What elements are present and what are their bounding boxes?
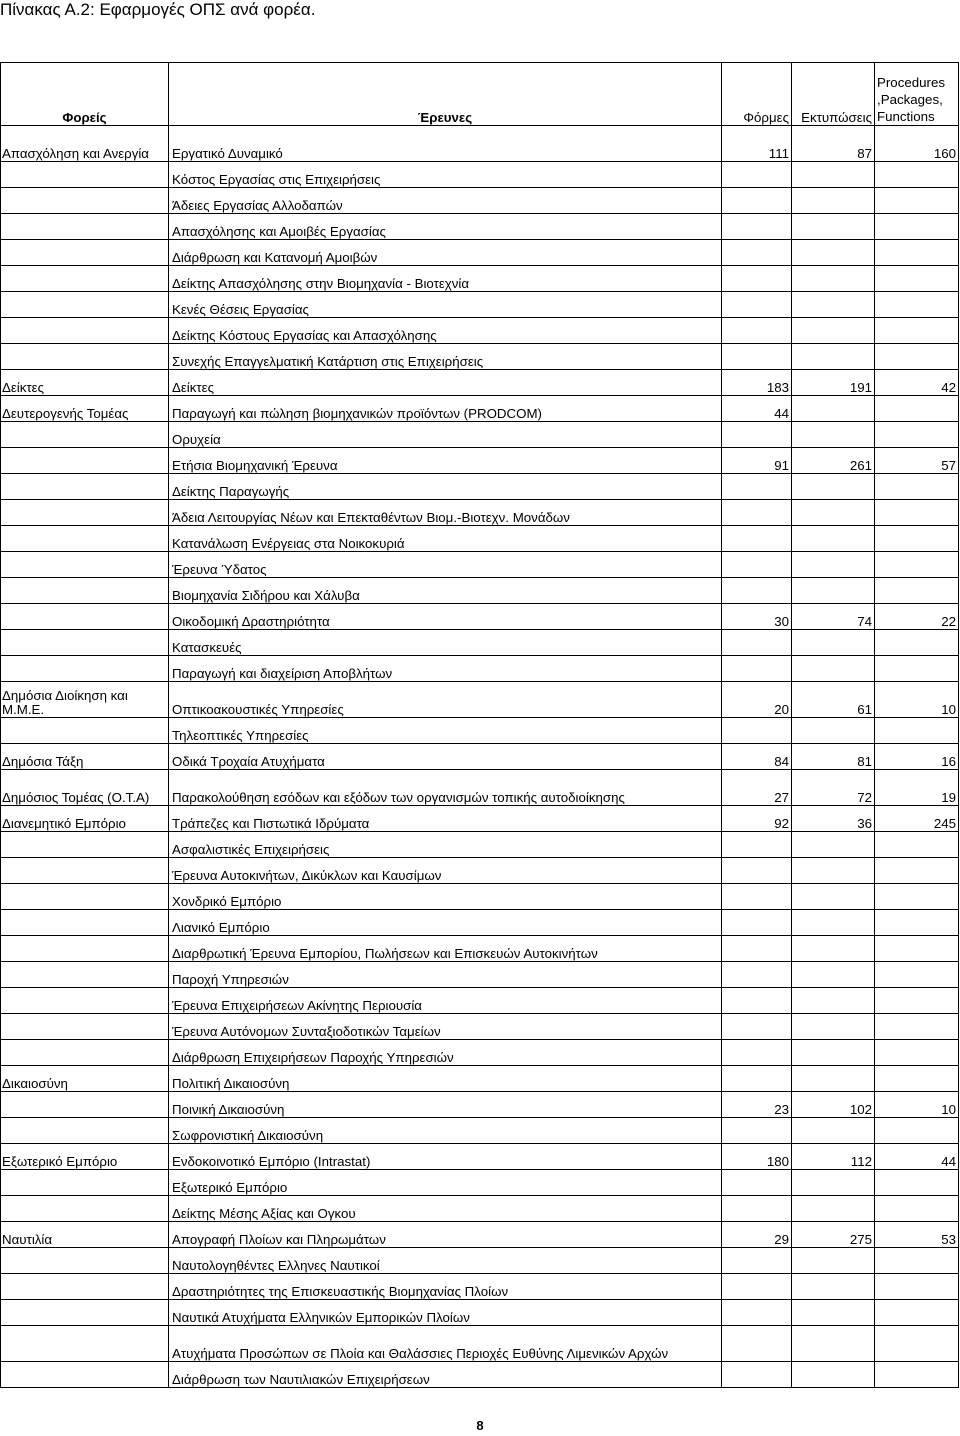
procedures-cell	[875, 188, 959, 214]
org-cell	[1, 318, 169, 344]
table-row	[1, 910, 959, 936]
org-cell	[1, 162, 169, 188]
prints-cell	[792, 526, 875, 552]
forms-cell	[722, 910, 792, 936]
forms-cell: 30	[722, 604, 792, 630]
org-cell: Δημόσια Διοίκηση και Μ.Μ.Ε.	[1, 682, 169, 718]
table-row	[1, 1092, 959, 1118]
table-row	[1, 1014, 959, 1040]
table-row	[1, 422, 959, 448]
procedures-cell	[875, 1014, 959, 1040]
table-row	[1, 1196, 959, 1222]
forms-cell: 44	[722, 396, 792, 422]
forms-cell	[722, 344, 792, 370]
forms-cell	[722, 656, 792, 682]
procedures-cell: 53	[875, 1222, 959, 1248]
prints-cell	[792, 1362, 875, 1388]
forms-cell	[722, 240, 792, 266]
forms-cell	[722, 1326, 792, 1362]
prints-cell: 87	[792, 126, 875, 162]
table-row	[1, 292, 959, 318]
forms-cell	[722, 292, 792, 318]
org-cell	[1, 1118, 169, 1144]
forms-cell	[722, 1196, 792, 1222]
procedures-cell: 44	[875, 1144, 959, 1170]
procedures-cell: 42	[875, 370, 959, 396]
forms-cell: 20	[722, 682, 792, 718]
table-row	[1, 1118, 959, 1144]
prints-cell	[792, 1326, 875, 1362]
table-row	[1, 770, 959, 806]
table-row	[1, 1362, 959, 1388]
prints-cell	[792, 1118, 875, 1144]
procedures-cell	[875, 630, 959, 656]
prints-cell	[792, 1300, 875, 1326]
procedures-cell	[875, 1066, 959, 1092]
org-cell	[1, 266, 169, 292]
table-row	[1, 266, 959, 292]
prints-cell	[792, 240, 875, 266]
forms-cell: 29	[722, 1222, 792, 1248]
survey-cell: Οικοδομική Δραστηριότητα	[169, 604, 722, 630]
applications-table	[0, 62, 959, 1388]
forms-cell: 23	[722, 1092, 792, 1118]
procedures-cell	[875, 936, 959, 962]
org-cell	[1, 292, 169, 318]
table-row	[1, 500, 959, 526]
survey-cell: Οδικά Τροχαία Ατυχήματα	[169, 744, 722, 770]
procedures-cell	[875, 1040, 959, 1066]
table-row	[1, 962, 959, 988]
procedures-cell	[875, 656, 959, 682]
procedures-cell	[875, 266, 959, 292]
org-cell	[1, 1040, 169, 1066]
org-cell: Δείκτες	[1, 370, 169, 396]
org-cell: Δημόσιος Τομέας (Ο.Τ.Α)	[1, 770, 169, 806]
survey-cell: Διάρθρωση των Ναυτιλιακών Επιχειρήσεων	[169, 1362, 722, 1388]
table-row	[1, 1144, 959, 1170]
table-row	[1, 1248, 959, 1274]
table-row	[1, 1170, 959, 1196]
table-row	[1, 682, 959, 718]
table-row	[1, 1222, 959, 1248]
table-row	[1, 884, 959, 910]
procedures-cell	[875, 240, 959, 266]
survey-cell: Ποινική Δικαιοσύνη	[169, 1092, 722, 1118]
survey-cell: Ενδοκοινοτικό Εμπόριο (Intrastat)	[169, 1144, 722, 1170]
org-cell	[1, 910, 169, 936]
prints-cell	[792, 214, 875, 240]
forms-cell	[722, 832, 792, 858]
forms-cell	[722, 162, 792, 188]
forms-cell	[722, 988, 792, 1014]
forms-cell	[722, 1118, 792, 1144]
prints-cell	[792, 884, 875, 910]
survey-cell: Παραγωγή και διαχείριση Αποβλήτων	[169, 656, 722, 682]
forms-cell	[722, 318, 792, 344]
survey-cell: Εργατικό Δυναμικό	[169, 126, 722, 162]
survey-cell: Έρευνα Αυτοκινήτων, Δικύκλων και Καυσίμων	[169, 858, 722, 884]
org-cell: Απασχόληση και Ανεργία	[1, 126, 169, 162]
prints-cell	[792, 318, 875, 344]
procedures-cell	[875, 988, 959, 1014]
procedures-cell	[875, 1300, 959, 1326]
forms-cell	[722, 266, 792, 292]
survey-cell: Ασφαλιστικές Επιχειρήσεις	[169, 832, 722, 858]
procedures-cell	[875, 962, 959, 988]
prints-cell: 36	[792, 806, 875, 832]
procedures-cell	[875, 1248, 959, 1274]
survey-cell: Έρευνα Αυτόνομων Συνταξιοδοτικών Ταμείων	[169, 1014, 722, 1040]
prints-cell: 81	[792, 744, 875, 770]
survey-cell: Λιανικό Εμπόριο	[169, 910, 722, 936]
prints-cell	[792, 1014, 875, 1040]
survey-cell: Δείκτης Κόστους Εργασίας και Απασχόλησης	[169, 318, 722, 344]
prints-cell: 102	[792, 1092, 875, 1118]
table-row	[1, 1274, 959, 1300]
prints-cell: 112	[792, 1144, 875, 1170]
table-row	[1, 318, 959, 344]
survey-cell: Σωφρονιστική Δικαιοσύνη	[169, 1118, 722, 1144]
table-row	[1, 988, 959, 1014]
procedures-cell	[875, 1170, 959, 1196]
prints-cell	[792, 162, 875, 188]
table-row	[1, 744, 959, 770]
survey-cell: Δείκτες	[169, 370, 722, 396]
survey-cell: Παρακολούθηση εσόδων και εξόδων των οργανισμών τοπικής αυτοδιοίκησης	[169, 770, 722, 806]
procedures-cell	[875, 396, 959, 422]
org-cell	[1, 578, 169, 604]
table-row	[1, 240, 959, 266]
table-row	[1, 188, 959, 214]
org-cell	[1, 718, 169, 744]
header-org: Φορείς	[1, 63, 169, 126]
org-cell	[1, 1092, 169, 1118]
procedures-cell	[875, 858, 959, 884]
table-row	[1, 1300, 959, 1326]
survey-cell: Ναυτικά Ατυχήματα Ελληνικών Εμπορικών Πλοίων	[169, 1300, 722, 1326]
table-row	[1, 162, 959, 188]
survey-cell: Άδεια Λειτουργίας Νέων και Επεκταθέντων Βιομ.-Βιοτεχν. Μονάδων	[169, 500, 722, 526]
prints-cell	[792, 474, 875, 500]
procedures-cell	[875, 292, 959, 318]
org-cell	[1, 1274, 169, 1300]
org-cell	[1, 448, 169, 474]
table-row	[1, 1040, 959, 1066]
table-row	[1, 126, 959, 162]
prints-cell	[792, 718, 875, 744]
forms-cell	[722, 718, 792, 744]
table-row	[1, 936, 959, 962]
prints-cell	[792, 292, 875, 318]
org-cell: Δημόσια Τάξη	[1, 744, 169, 770]
prints-cell	[792, 396, 875, 422]
prints-cell: 61	[792, 682, 875, 718]
org-cell	[1, 344, 169, 370]
org-cell	[1, 552, 169, 578]
procedures-cell	[875, 1274, 959, 1300]
forms-cell: 111	[722, 126, 792, 162]
survey-cell: Συνεχής Επαγγελματική Κατάρτιση στις Επιχειρήσεις	[169, 344, 722, 370]
survey-cell: Κενές Θέσεις Εργασίας	[169, 292, 722, 318]
procedures-cell	[875, 1118, 959, 1144]
org-cell	[1, 1014, 169, 1040]
survey-cell: Δραστηριότητες της Επισκευαστικής Βιομηχανίας Πλοίων	[169, 1274, 722, 1300]
forms-cell	[722, 552, 792, 578]
procedures-cell	[875, 552, 959, 578]
survey-cell: Άδειες Εργασίας Αλλοδαπών	[169, 188, 722, 214]
forms-cell	[722, 188, 792, 214]
procedures-cell	[875, 1326, 959, 1362]
table-row	[1, 858, 959, 884]
org-cell: Δευτερογενής Τομέας	[1, 396, 169, 422]
prints-cell	[792, 1170, 875, 1196]
prints-cell: 275	[792, 1222, 875, 1248]
forms-cell	[722, 214, 792, 240]
header-prints: Εκτυπώσεις	[792, 63, 875, 126]
procedures-cell	[875, 500, 959, 526]
forms-cell	[722, 500, 792, 526]
org-cell	[1, 884, 169, 910]
procedures-cell	[875, 162, 959, 188]
procedures-cell	[875, 884, 959, 910]
survey-cell: Βιομηχανία Σιδήρου και Χάλυβα	[169, 578, 722, 604]
org-cell: Ναυτιλία	[1, 1222, 169, 1248]
org-cell	[1, 1196, 169, 1222]
procedures-cell	[875, 422, 959, 448]
forms-cell	[722, 1040, 792, 1066]
prints-cell: 191	[792, 370, 875, 396]
prints-cell	[792, 832, 875, 858]
prints-cell	[792, 344, 875, 370]
survey-cell: Ετήσια Βιομηχανική Έρευνα	[169, 448, 722, 474]
forms-cell	[722, 1066, 792, 1092]
table-row	[1, 1066, 959, 1092]
table-row	[1, 656, 959, 682]
table-row	[1, 474, 959, 500]
procedures-cell: 160	[875, 126, 959, 162]
org-cell	[1, 1326, 169, 1362]
header-forms: Φόρμες	[722, 63, 792, 126]
org-cell	[1, 962, 169, 988]
survey-cell: Ατυχήματα Προσώπων σε Πλοία και Θαλάσσιες Περιοχές Ευθύνης Λιμενικών Αρχών	[169, 1326, 722, 1362]
procedures-cell	[875, 1196, 959, 1222]
org-cell: Διανεμητικό Εμπόριο	[1, 806, 169, 832]
org-cell	[1, 526, 169, 552]
procedures-cell: 22	[875, 604, 959, 630]
forms-cell	[722, 1362, 792, 1388]
survey-cell: Χονδρικό Εμπόριο	[169, 884, 722, 910]
procedures-cell	[875, 1362, 959, 1388]
procedures-cell: 245	[875, 806, 959, 832]
table-row	[1, 718, 959, 744]
table-row	[1, 526, 959, 552]
survey-cell: Ναυτολογηθέντες Ελληνες Ναυτικοί	[169, 1248, 722, 1274]
prints-cell	[792, 656, 875, 682]
forms-cell	[722, 858, 792, 884]
forms-cell	[722, 936, 792, 962]
org-cell	[1, 604, 169, 630]
survey-cell: Τράπεζες και Πιστωτικά Ιδρύματα	[169, 806, 722, 832]
survey-cell: Έρευνα Ύδατος	[169, 552, 722, 578]
prints-cell	[792, 578, 875, 604]
forms-cell	[722, 474, 792, 500]
org-cell	[1, 858, 169, 884]
org-cell	[1, 474, 169, 500]
page-number: 8	[476, 1418, 484, 1433]
org-cell: Εξωτερικό Εμπόριο	[1, 1144, 169, 1170]
table-row	[1, 630, 959, 656]
table-body	[1, 126, 959, 1388]
procedures-cell: 16	[875, 744, 959, 770]
procedures-cell	[875, 344, 959, 370]
forms-cell: 180	[722, 1144, 792, 1170]
prints-cell	[792, 552, 875, 578]
prints-cell	[792, 1040, 875, 1066]
org-cell	[1, 500, 169, 526]
org-cell	[1, 988, 169, 1014]
prints-cell	[792, 1066, 875, 1092]
survey-cell: Οπτικοακουστικές Υπηρεσίες	[169, 682, 722, 718]
survey-cell: Πολιτική Δικαιοσύνη	[169, 1066, 722, 1092]
table-row	[1, 396, 959, 422]
survey-cell: Ορυχεία	[169, 422, 722, 448]
survey-cell: Διάρθρωση και Κατανομή Αμοιβών	[169, 240, 722, 266]
prints-cell	[792, 500, 875, 526]
table-row	[1, 344, 959, 370]
prints-cell	[792, 988, 875, 1014]
org-cell	[1, 1170, 169, 1196]
procedures-cell: 10	[875, 682, 959, 718]
survey-cell: Διαρθρωτική Έρευνα Εμπορίου, Πωλήσεων και Επισκευών Αυτοκινήτων	[169, 936, 722, 962]
survey-cell: Τηλεοπτικές Υπηρεσίες	[169, 718, 722, 744]
procedures-cell	[875, 578, 959, 604]
survey-cell: Δείκτης Παραγωγής	[169, 474, 722, 500]
header-row	[1, 63, 959, 126]
prints-cell	[792, 1248, 875, 1274]
survey-cell: Παραγωγή και πώληση βιομηχανικών προϊόντων (PRODCOM)	[169, 396, 722, 422]
prints-cell	[792, 1274, 875, 1300]
prints-cell: 74	[792, 604, 875, 630]
table-row	[1, 552, 959, 578]
table-row	[1, 578, 959, 604]
org-cell	[1, 832, 169, 858]
prints-cell	[792, 936, 875, 962]
survey-cell: Απασχόλησης και Αμοιβές Εργασίας	[169, 214, 722, 240]
table-title: Πίνακας Α.2: Εφαρμογές ΟΠΣ ανά φορέα.	[0, 0, 316, 19]
procedures-cell: 19	[875, 770, 959, 806]
table-row	[1, 604, 959, 630]
prints-cell	[792, 422, 875, 448]
table-row	[1, 370, 959, 396]
header-survey: Έρευνες	[169, 63, 722, 126]
forms-cell: 91	[722, 448, 792, 474]
org-cell	[1, 936, 169, 962]
forms-cell: 183	[722, 370, 792, 396]
survey-cell: Κόστος Εργασίας στις Επιχειρήσεις	[169, 162, 722, 188]
procedures-cell: 10	[875, 1092, 959, 1118]
survey-cell: Κατανάλωση Ενέργειας στα Νοικοκυριά	[169, 526, 722, 552]
prints-cell	[792, 1196, 875, 1222]
forms-cell: 27	[722, 770, 792, 806]
table-row	[1, 806, 959, 832]
org-cell	[1, 1362, 169, 1388]
forms-cell	[722, 578, 792, 604]
forms-cell	[722, 884, 792, 910]
forms-cell	[722, 1248, 792, 1274]
prints-cell: 72	[792, 770, 875, 806]
org-cell	[1, 1300, 169, 1326]
procedures-cell	[875, 910, 959, 936]
org-cell	[1, 1248, 169, 1274]
procedures-cell	[875, 214, 959, 240]
survey-cell: Εξωτερικό Εμπόριο	[169, 1170, 722, 1196]
forms-cell: 84	[722, 744, 792, 770]
header-procedures: Procedures ,Packages, Functions	[875, 63, 959, 126]
table-row	[1, 448, 959, 474]
survey-cell: Κατασκευές	[169, 630, 722, 656]
procedures-cell	[875, 526, 959, 552]
survey-cell: Απογραφή Πλοίων και Πληρωμάτων	[169, 1222, 722, 1248]
forms-cell	[722, 962, 792, 988]
procedures-cell	[875, 474, 959, 500]
survey-cell: Διάρθρωση Επιχειρήσεων Παροχής Υπηρεσιών	[169, 1040, 722, 1066]
table-row	[1, 1326, 959, 1362]
survey-cell: Έρευνα Επιχειρήσεων Ακίνητης Περιουσία	[169, 988, 722, 1014]
forms-cell	[722, 526, 792, 552]
survey-cell: Δείκτης Μέσης Αξίας και Ογκου	[169, 1196, 722, 1222]
survey-cell: Παροχή Υπηρεσιών	[169, 962, 722, 988]
procedures-cell	[875, 832, 959, 858]
table-row	[1, 832, 959, 858]
prints-cell	[792, 858, 875, 884]
procedures-cell	[875, 318, 959, 344]
procedures-cell	[875, 718, 959, 744]
org-cell	[1, 214, 169, 240]
forms-cell	[722, 1170, 792, 1196]
org-cell	[1, 240, 169, 266]
prints-cell: 261	[792, 448, 875, 474]
org-cell	[1, 630, 169, 656]
forms-cell	[722, 1014, 792, 1040]
forms-cell	[722, 630, 792, 656]
forms-cell	[722, 1274, 792, 1300]
prints-cell	[792, 630, 875, 656]
prints-cell	[792, 962, 875, 988]
forms-cell: 92	[722, 806, 792, 832]
prints-cell	[792, 188, 875, 214]
org-cell	[1, 188, 169, 214]
prints-cell	[792, 910, 875, 936]
procedures-cell: 57	[875, 448, 959, 474]
forms-cell	[722, 1300, 792, 1326]
survey-cell: Δείκτης Απασχόλησης στην Βιομηχανία - Βιοτεχνία	[169, 266, 722, 292]
table-row	[1, 214, 959, 240]
org-cell	[1, 422, 169, 448]
org-cell: Δικαιοσύνη	[1, 1066, 169, 1092]
forms-cell	[722, 422, 792, 448]
prints-cell	[792, 266, 875, 292]
org-cell	[1, 656, 169, 682]
